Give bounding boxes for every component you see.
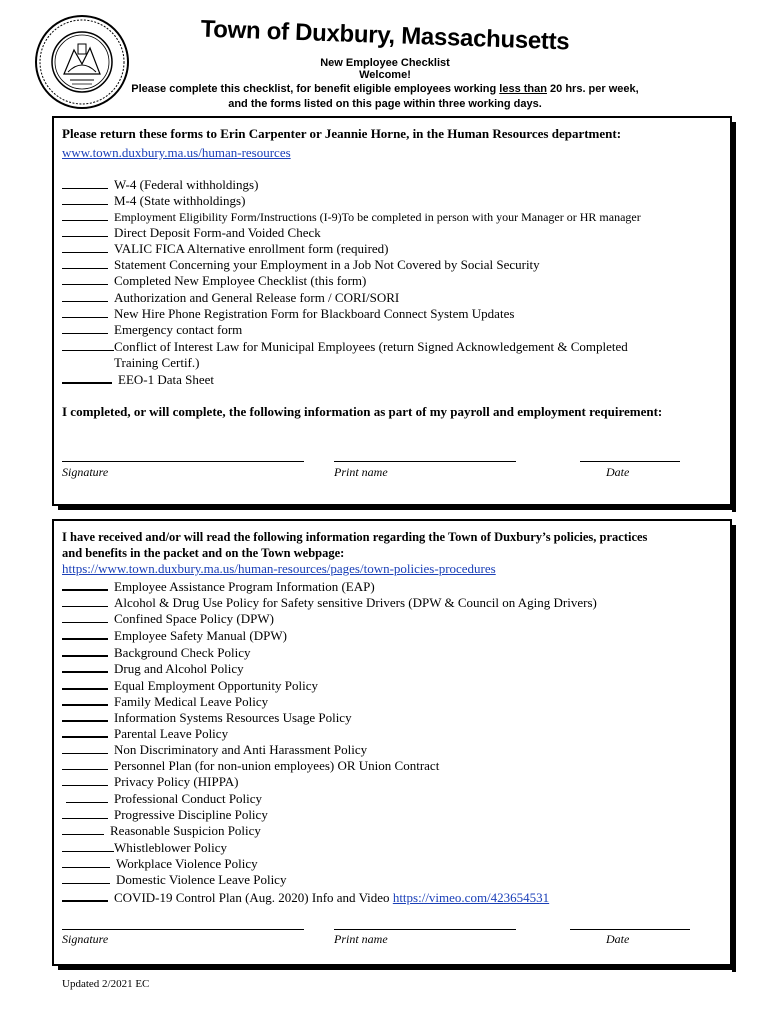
checkbox-blank[interactable]: [62, 611, 108, 623]
checkbox-blank[interactable]: [62, 677, 108, 690]
checkbox-blank[interactable]: [62, 823, 104, 835]
print-name-label: Print name: [334, 465, 388, 479]
date-label: Date: [606, 932, 630, 946]
list-item: Statement Concerning your Employment in a Job Not Covered by Social Security: [62, 257, 540, 273]
checkbox-blank[interactable]: [62, 660, 108, 673]
list-item: Parental Leave Policy: [62, 725, 228, 742]
checkbox-blank[interactable]: [62, 807, 108, 819]
list-item: Progressive Discipline Policy: [62, 807, 268, 823]
list-item: Employment Eligibility Form/Instructions (I-9)To be completed in person with your Manager or HR manager: [62, 209, 641, 225]
checkbox-blank[interactable]: [62, 627, 108, 640]
checklist-title: New Employee Checklist: [320, 57, 450, 69]
list-item: New Hire Phone Registration Form for Blackboard Connect System Updates: [62, 306, 514, 322]
list-item: W-4 (Federal withholdings): [62, 177, 258, 193]
date-line[interactable]: [570, 929, 690, 930]
welcome-text: Welcome!: [359, 69, 411, 81]
date-label: Date: [606, 465, 630, 479]
list-item: Background Check Policy: [62, 644, 250, 661]
print-name-line[interactable]: [334, 929, 516, 930]
list-item: EEO-1 Data Sheet: [62, 371, 214, 388]
list-item: Emergency contact form: [62, 322, 242, 338]
checkbox-blank[interactable]: [62, 709, 108, 722]
list-item: Domestic Violence Leave Policy: [62, 872, 286, 888]
list-item: Privacy Policy (HIPPA): [62, 774, 238, 790]
list-item: Equal Employment Opportunity Policy: [62, 677, 318, 694]
checkbox-blank[interactable]: [62, 193, 108, 205]
policies-heading-2: and benefits in the packet and on the Town webpage:: [62, 546, 345, 560]
checkbox-blank[interactable]: [62, 856, 110, 868]
policies-heading: I have received and/or will read the following information regarding the Town of Duxbury’s policies, practices: [62, 530, 648, 544]
list-item: Professional Conduct Policy: [62, 791, 262, 807]
list-item: M-4 (State withholdings): [62, 193, 245, 209]
list-item: Completed New Employee Checklist (this form): [62, 273, 366, 289]
hr-link[interactable]: www.town.duxbury.ma.us/human-resources: [62, 145, 291, 160]
list-item: Direct Deposit Form-and Voided Check: [62, 225, 321, 241]
checkbox-blank[interactable]: [62, 371, 112, 384]
list-item: Employee Assistance Program Information (EAP): [62, 578, 375, 595]
list-item-continued: Training Certif.): [114, 355, 200, 370]
policies-link[interactable]: https://www.town.duxbury.ma.us/human-resources/pages/town-policies-procedures: [62, 561, 496, 576]
list-item: Whistleblower Policy: [62, 840, 227, 856]
list-item: VALIC FICA Alternative enrollment form (required): [62, 241, 389, 257]
list-item: Authorization and General Release form / CORI/SORI: [62, 290, 399, 306]
signature-label: Signature: [62, 932, 109, 946]
print-name-label: Print name: [334, 932, 388, 946]
checkbox-blank[interactable]: [62, 644, 108, 657]
checkbox-blank[interactable]: [62, 840, 114, 852]
checkbox-blank[interactable]: [62, 241, 108, 253]
checkbox-blank[interactable]: [62, 578, 108, 591]
list-item: Family Medical Leave Policy: [62, 693, 268, 710]
list-item: Drug and Alcohol Policy: [62, 660, 244, 677]
checkbox-blank[interactable]: [62, 725, 108, 738]
instructions-line: Please complete this checklist, for benefit eligible employees working less than 20 hrs. per week,: [131, 83, 639, 95]
instructions-line-2: and the forms listed on this page within three working days.: [228, 98, 542, 110]
list-item: Information Systems Resources Usage Policy: [62, 709, 352, 726]
checkbox-blank[interactable]: [62, 177, 108, 189]
checkbox-blank[interactable]: [62, 339, 114, 351]
checkbox-blank[interactable]: [66, 791, 108, 803]
signature-label: Signature: [62, 465, 109, 479]
checkbox-blank[interactable]: [62, 774, 108, 786]
checkbox-blank[interactable]: [62, 257, 108, 269]
checkbox-blank[interactable]: [62, 290, 108, 302]
checkbox-blank[interactable]: [62, 209, 108, 221]
signature-line[interactable]: [62, 929, 304, 930]
footer-updated: Updated 2/2021 EC: [62, 978, 150, 990]
completion-statement: I completed, or will complete, the following information as part of my payroll and employment requirement:: [62, 404, 663, 419]
forms-heading: Please return these forms to Erin Carpenter or Jeannie Horne, in the Human Resources department:: [62, 126, 622, 141]
checkbox-blank[interactable]: [62, 595, 108, 607]
checkbox-blank[interactable]: [62, 273, 108, 285]
list-item: Personnel Plan (for non-union employees) OR Union Contract: [62, 758, 439, 774]
list-item: Conflict of Interest Law for Municipal Employees (return Signed Acknowledgement & Completed: [62, 339, 628, 355]
box-shadow: [58, 506, 736, 510]
covid-video-link[interactable]: https://vimeo.com/423654531: [392, 890, 550, 905]
list-item: Reasonable Suspicion Policy: [62, 823, 261, 839]
checkbox-blank[interactable]: [62, 742, 108, 754]
print-name-line[interactable]: [334, 461, 516, 462]
checkbox-blank[interactable]: [62, 225, 108, 237]
box-shadow: [732, 122, 736, 512]
checkbox-blank[interactable]: [62, 306, 108, 318]
list-item: Workplace Violence Policy: [62, 856, 258, 872]
list-item: Alcohol & Drug Use Policy for Safety sensitive Drivers (DPW & Council on Aging Drivers): [62, 595, 597, 611]
list-item: Confined Space Policy (DPW): [62, 611, 274, 627]
checkbox-blank[interactable]: [62, 758, 108, 770]
checkbox-blank[interactable]: [62, 693, 108, 706]
signature-line[interactable]: [62, 461, 304, 462]
date-line[interactable]: [580, 461, 680, 462]
list-item: Employee Safety Manual (DPW): [62, 627, 287, 644]
checkbox-blank[interactable]: [62, 322, 108, 334]
checkbox-blank[interactable]: [62, 872, 110, 884]
checkbox-blank[interactable]: [62, 889, 108, 902]
list-item: COVID-19 Control Plan (Aug. 2020) Info and Video https://vimeo.com/423654531: [62, 889, 549, 906]
document-title: Town of Duxbury, Massachusetts: [200, 15, 570, 56]
box-shadow: [732, 525, 736, 972]
box-shadow: [58, 966, 736, 970]
list-item: Non Discriminatory and Anti Harassment Policy: [62, 742, 367, 758]
